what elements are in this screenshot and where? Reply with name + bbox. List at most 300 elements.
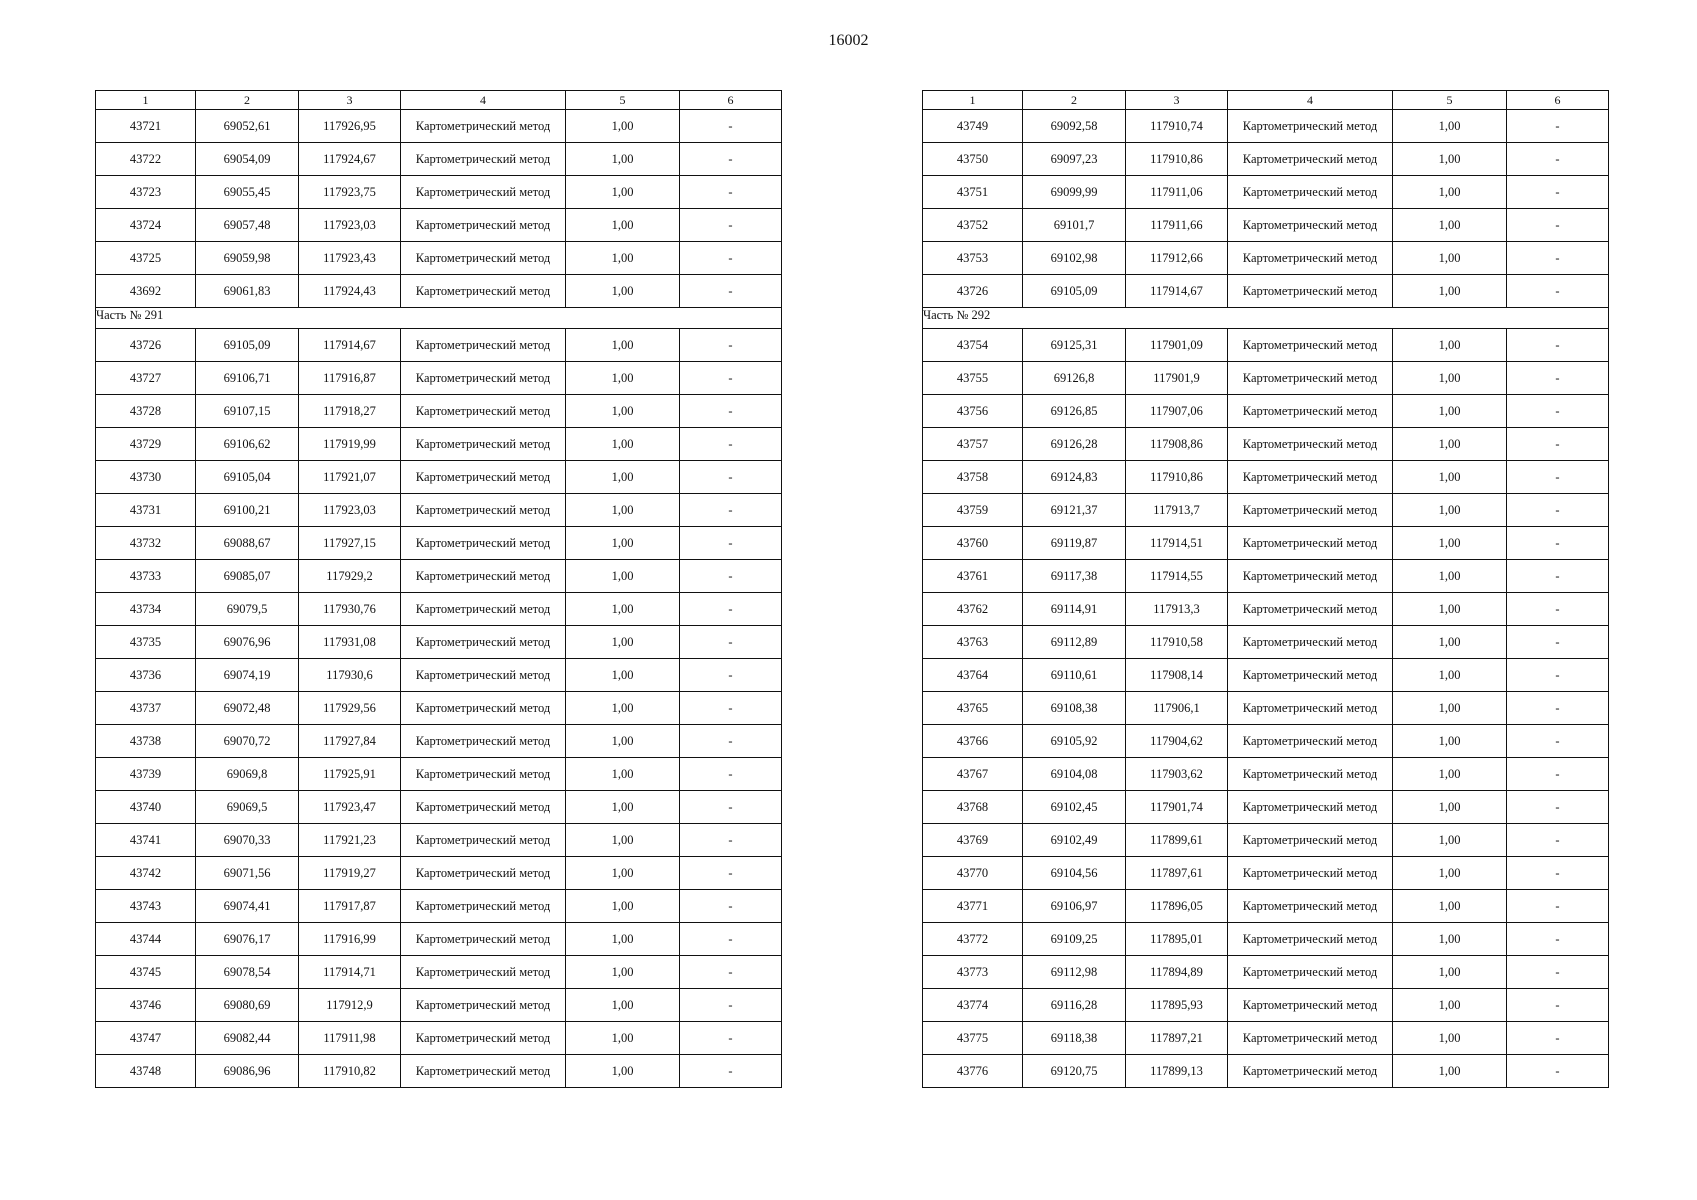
x-coordinate-cell: 69126,8 [1023,362,1126,395]
point-number-cell: 43761 [923,560,1023,593]
x-coordinate-cell: 69124,83 [1023,461,1126,494]
table-row [923,923,1609,956]
y-coordinate-cell: 117929,56 [299,692,401,725]
table-row [96,527,782,560]
note-cell: - [680,1022,782,1055]
point-number-cell: 43751 [923,176,1023,209]
method-cell: Картометрический метод [1228,395,1393,428]
accuracy-cell: 1,00 [1393,758,1507,791]
note-cell: - [680,176,782,209]
x-coordinate-cell: 69106,71 [196,362,299,395]
accuracy-cell: 1,00 [1393,209,1507,242]
x-coordinate-cell: 69069,8 [196,758,299,791]
x-coordinate-cell: 69102,45 [1023,791,1126,824]
table-row [96,395,782,428]
method-cell: Картометрический метод [1228,1055,1393,1088]
y-coordinate-cell: 117907,06 [1126,395,1228,428]
accuracy-cell: 1,00 [1393,275,1507,308]
method-cell: Картометрический метод [401,143,566,176]
method-cell: Картометрический метод [401,1022,566,1055]
point-number-cell: 43768 [923,791,1023,824]
point-number-cell: 43722 [96,143,196,176]
point-number-cell: 43753 [923,242,1023,275]
method-cell: Картометрический метод [1228,275,1393,308]
x-coordinate-cell: 69055,45 [196,176,299,209]
point-number-cell: 43692 [96,275,196,308]
point-number-cell: 43759 [923,494,1023,527]
note-cell: - [680,758,782,791]
accuracy-cell: 1,00 [566,791,680,824]
x-coordinate-cell: 69088,67 [196,527,299,560]
accuracy-cell: 1,00 [1393,890,1507,923]
accuracy-cell: 1,00 [566,1022,680,1055]
table-row [96,209,782,242]
point-number-cell: 43742 [96,857,196,890]
point-number-cell: 43748 [96,1055,196,1088]
point-number-cell: 43760 [923,527,1023,560]
method-cell: Картометрический метод [401,758,566,791]
point-number-cell: 43733 [96,560,196,593]
method-cell: Картометрический метод [1228,1022,1393,1055]
section-row [96,308,782,329]
table-row [923,725,1609,758]
method-cell: Картометрический метод [401,494,566,527]
y-coordinate-cell: 117924,43 [299,275,401,308]
column-header: 2 [1023,91,1126,110]
point-number-cell: 43773 [923,956,1023,989]
x-coordinate-cell: 69104,56 [1023,857,1126,890]
column-header: 4 [401,91,566,110]
note-cell: - [680,527,782,560]
x-coordinate-cell: 69104,08 [1023,758,1126,791]
y-coordinate-cell: 117910,82 [299,1055,401,1088]
method-cell: Картометрический метод [401,560,566,593]
accuracy-cell: 1,00 [566,209,680,242]
y-coordinate-cell: 117931,08 [299,626,401,659]
accuracy-cell: 1,00 [566,110,680,143]
point-number-cell: 43736 [96,659,196,692]
method-cell: Картометрический метод [401,1055,566,1088]
point-number-cell: 43730 [96,461,196,494]
point-number-cell: 43755 [923,362,1023,395]
coordinates-table-right [922,90,1609,1088]
x-coordinate-cell: 69059,98 [196,242,299,275]
table-row [923,956,1609,989]
point-number-cell: 43731 [96,494,196,527]
x-coordinate-cell: 69086,96 [196,1055,299,1088]
x-coordinate-cell: 69078,54 [196,956,299,989]
table-row [96,890,782,923]
note-cell: - [680,659,782,692]
method-cell: Картометрический метод [1228,626,1393,659]
method-cell: Картометрический метод [1228,209,1393,242]
note-cell: - [680,395,782,428]
note-cell: - [680,242,782,275]
section-row [923,308,1609,329]
x-coordinate-cell: 69069,5 [196,791,299,824]
y-coordinate-cell: 117908,86 [1126,428,1228,461]
y-coordinate-cell: 117924,67 [299,143,401,176]
point-number-cell: 43757 [923,428,1023,461]
note-cell: - [680,275,782,308]
accuracy-cell: 1,00 [1393,494,1507,527]
x-coordinate-cell: 69061,83 [196,275,299,308]
accuracy-cell: 1,00 [1393,527,1507,560]
note-cell: - [680,494,782,527]
point-number-cell: 43737 [96,692,196,725]
point-number-cell: 43752 [923,209,1023,242]
accuracy-cell: 1,00 [566,428,680,461]
method-cell: Картометрический метод [1228,143,1393,176]
point-number-cell: 43756 [923,395,1023,428]
y-coordinate-cell: 117906,1 [1126,692,1228,725]
point-number-cell: 43758 [923,461,1023,494]
x-coordinate-cell: 69107,15 [196,395,299,428]
x-coordinate-cell: 69125,31 [1023,329,1126,362]
note-cell: - [680,626,782,659]
accuracy-cell: 1,00 [1393,824,1507,857]
y-coordinate-cell: 117914,55 [1126,560,1228,593]
x-coordinate-cell: 69074,19 [196,659,299,692]
method-cell: Картометрический метод [1228,725,1393,758]
table-row [96,725,782,758]
x-coordinate-cell: 69109,25 [1023,923,1126,956]
table-row [96,593,782,626]
table-row [96,242,782,275]
method-cell: Картометрический метод [401,428,566,461]
point-number-cell: 43725 [96,242,196,275]
x-coordinate-cell: 69110,61 [1023,659,1126,692]
note-cell: - [1507,824,1609,857]
note-cell: - [1507,692,1609,725]
accuracy-cell: 1,00 [566,242,680,275]
accuracy-cell: 1,00 [566,956,680,989]
column-header: 1 [923,91,1023,110]
note-cell: - [680,362,782,395]
table-row [96,494,782,527]
point-number-cell: 43726 [923,275,1023,308]
method-cell: Картометрический метод [1228,362,1393,395]
accuracy-cell: 1,00 [566,329,680,362]
accuracy-cell: 1,00 [566,143,680,176]
accuracy-cell: 1,00 [566,527,680,560]
table-row [923,890,1609,923]
point-number-cell: 43771 [923,890,1023,923]
y-coordinate-cell: 117903,62 [1126,758,1228,791]
method-cell: Картометрический метод [401,824,566,857]
note-cell: - [680,923,782,956]
accuracy-cell: 1,00 [1393,956,1507,989]
accuracy-cell: 1,00 [1393,242,1507,275]
point-number-cell: 43772 [923,923,1023,956]
method-cell: Картометрический метод [401,791,566,824]
table-row [96,428,782,461]
method-cell: Картометрический метод [401,725,566,758]
x-coordinate-cell: 69112,98 [1023,956,1126,989]
point-number-cell: 43769 [923,824,1023,857]
note-cell: - [680,209,782,242]
accuracy-cell: 1,00 [566,461,680,494]
note-cell: - [1507,593,1609,626]
x-coordinate-cell: 69079,5 [196,593,299,626]
x-coordinate-cell: 69126,28 [1023,428,1126,461]
y-coordinate-cell: 117914,67 [299,329,401,362]
point-number-cell: 43750 [923,143,1023,176]
note-cell: - [1507,275,1609,308]
column-header: 1 [96,91,196,110]
note-cell: - [680,560,782,593]
table-row [96,176,782,209]
note-cell: - [1507,560,1609,593]
x-coordinate-cell: 69057,48 [196,209,299,242]
method-cell: Картометрический метод [1228,692,1393,725]
table-row [923,989,1609,1022]
method-cell: Картометрический метод [401,395,566,428]
note-cell: - [1507,1055,1609,1088]
table-row [923,527,1609,560]
table-row [923,209,1609,242]
y-coordinate-cell: 117923,03 [299,494,401,527]
x-coordinate-cell: 69097,23 [1023,143,1126,176]
point-number-cell: 43776 [923,1055,1023,1088]
point-number-cell: 43738 [96,725,196,758]
table-row [96,626,782,659]
method-cell: Картометрический метод [1228,560,1393,593]
note-cell: - [1507,626,1609,659]
table-row [923,824,1609,857]
accuracy-cell: 1,00 [1393,560,1507,593]
table-row [923,143,1609,176]
y-coordinate-cell: 117930,6 [299,659,401,692]
accuracy-cell: 1,00 [566,758,680,791]
x-coordinate-cell: 69114,91 [1023,593,1126,626]
table-row [923,362,1609,395]
x-coordinate-cell: 69105,09 [1023,275,1126,308]
note-cell: - [1507,725,1609,758]
note-cell: - [680,1055,782,1088]
note-cell: - [680,725,782,758]
x-coordinate-cell: 69076,17 [196,923,299,956]
point-number-cell: 43735 [96,626,196,659]
table-row [923,242,1609,275]
point-number-cell: 43764 [923,659,1023,692]
note-cell: - [1507,209,1609,242]
accuracy-cell: 1,00 [1393,626,1507,659]
note-cell: - [1507,242,1609,275]
point-number-cell: 43726 [96,329,196,362]
y-coordinate-cell: 117930,76 [299,593,401,626]
table-row [923,110,1609,143]
note-cell: - [680,791,782,824]
method-cell: Картометрический метод [401,956,566,989]
table-row [923,176,1609,209]
y-coordinate-cell: 117919,27 [299,857,401,890]
section-label: Часть № 292 [923,307,991,322]
note-cell: - [680,461,782,494]
note-cell: - [1507,989,1609,1022]
y-coordinate-cell: 117910,74 [1126,110,1228,143]
note-cell: - [1507,428,1609,461]
table-row [923,791,1609,824]
method-cell: Картометрический метод [401,362,566,395]
method-cell: Картометрический метод [401,626,566,659]
column-header: 6 [680,91,782,110]
y-coordinate-cell: 117925,91 [299,758,401,791]
y-coordinate-cell: 117904,62 [1126,725,1228,758]
y-coordinate-cell: 117911,06 [1126,176,1228,209]
method-cell: Картометрический метод [401,176,566,209]
y-coordinate-cell: 117929,2 [299,560,401,593]
y-coordinate-cell: 117895,93 [1126,989,1228,1022]
note-cell: - [1507,176,1609,209]
table-row [923,593,1609,626]
table-row [96,659,782,692]
x-coordinate-cell: 69112,89 [1023,626,1126,659]
y-coordinate-cell: 117923,47 [299,791,401,824]
table-row [96,857,782,890]
y-coordinate-cell: 117899,61 [1126,824,1228,857]
y-coordinate-cell: 117927,15 [299,527,401,560]
x-coordinate-cell: 69126,85 [1023,395,1126,428]
method-cell: Картометрический метод [1228,824,1393,857]
method-cell: Картометрический метод [401,461,566,494]
accuracy-cell: 1,00 [1393,923,1507,956]
table-row [923,857,1609,890]
x-coordinate-cell: 69070,33 [196,824,299,857]
y-coordinate-cell: 117916,87 [299,362,401,395]
point-number-cell: 43724 [96,209,196,242]
x-coordinate-cell: 69101,7 [1023,209,1126,242]
table-row [923,329,1609,362]
method-cell: Картометрический метод [401,890,566,923]
table-row [96,758,782,791]
x-coordinate-cell: 69105,04 [196,461,299,494]
point-number-cell: 43747 [96,1022,196,1055]
method-cell: Картометрический метод [1228,176,1393,209]
point-number-cell: 43727 [96,362,196,395]
note-cell: - [1507,527,1609,560]
point-number-cell: 43767 [923,758,1023,791]
x-coordinate-cell: 69054,09 [196,143,299,176]
column-header: 2 [196,91,299,110]
note-cell: - [1507,857,1609,890]
accuracy-cell: 1,00 [566,275,680,308]
x-coordinate-cell: 69118,38 [1023,1022,1126,1055]
accuracy-cell: 1,00 [566,395,680,428]
method-cell: Картометрический метод [401,923,566,956]
accuracy-cell: 1,00 [1393,989,1507,1022]
y-coordinate-cell: 117895,01 [1126,923,1228,956]
note-cell: - [1507,461,1609,494]
note-cell: - [680,692,782,725]
table-row [96,1022,782,1055]
accuracy-cell: 1,00 [1393,329,1507,362]
point-number-cell: 43766 [923,725,1023,758]
y-coordinate-cell: 117911,98 [299,1022,401,1055]
y-coordinate-cell: 117918,27 [299,395,401,428]
accuracy-cell: 1,00 [1393,692,1507,725]
method-cell: Картометрический метод [401,593,566,626]
table-row [923,395,1609,428]
table-row [96,692,782,725]
x-coordinate-cell: 69082,44 [196,1022,299,1055]
y-coordinate-cell: 117912,66 [1126,242,1228,275]
note-cell: - [1507,890,1609,923]
table-row [96,989,782,1022]
table-row [96,824,782,857]
y-coordinate-cell: 117923,03 [299,209,401,242]
method-cell: Картометрический метод [1228,956,1393,989]
table-row [923,428,1609,461]
x-coordinate-cell: 69099,99 [1023,176,1126,209]
note-cell: - [1507,659,1609,692]
accuracy-cell: 1,00 [1393,362,1507,395]
point-number-cell: 43734 [96,593,196,626]
method-cell: Картометрический метод [1228,857,1393,890]
method-cell: Картометрический метод [401,692,566,725]
accuracy-cell: 1,00 [566,362,680,395]
header-row [96,91,782,110]
note-cell: - [1507,758,1609,791]
method-cell: Картометрический метод [1228,329,1393,362]
y-coordinate-cell: 117894,89 [1126,956,1228,989]
y-coordinate-cell: 117914,71 [299,956,401,989]
method-cell: Картометрический метод [401,110,566,143]
table-row [923,659,1609,692]
accuracy-cell: 1,00 [1393,176,1507,209]
accuracy-cell: 1,00 [1393,857,1507,890]
table-row [96,923,782,956]
table-row [923,1055,1609,1088]
point-number-cell: 43732 [96,527,196,560]
y-coordinate-cell: 117927,84 [299,725,401,758]
y-coordinate-cell: 117901,09 [1126,329,1228,362]
accuracy-cell: 1,00 [566,659,680,692]
note-cell: - [1507,395,1609,428]
point-number-cell: 43774 [923,989,1023,1022]
method-cell: Картометрический метод [1228,923,1393,956]
y-coordinate-cell: 117910,86 [1126,461,1228,494]
x-coordinate-cell: 69108,38 [1023,692,1126,725]
table-row [96,461,782,494]
x-coordinate-cell: 69106,97 [1023,890,1126,923]
column-header: 6 [1507,91,1609,110]
table-row [96,1055,782,1088]
accuracy-cell: 1,00 [566,923,680,956]
point-number-cell: 43723 [96,176,196,209]
accuracy-cell: 1,00 [1393,725,1507,758]
point-number-cell: 43741 [96,824,196,857]
y-coordinate-cell: 117911,66 [1126,209,1228,242]
point-number-cell: 43770 [923,857,1023,890]
table-row [923,494,1609,527]
column-header: 5 [566,91,680,110]
section-cell [923,308,1609,329]
y-coordinate-cell: 117921,07 [299,461,401,494]
table-row [96,329,782,362]
accuracy-cell: 1,00 [566,824,680,857]
x-coordinate-cell: 69117,38 [1023,560,1126,593]
method-cell: Картометрический метод [401,209,566,242]
point-number-cell: 43775 [923,1022,1023,1055]
note-cell: - [680,143,782,176]
column-header: 3 [1126,91,1228,110]
point-number-cell: 43721 [96,110,196,143]
accuracy-cell: 1,00 [566,1055,680,1088]
note-cell: - [680,989,782,1022]
x-coordinate-cell: 69076,96 [196,626,299,659]
method-cell: Картометрический метод [1228,242,1393,275]
